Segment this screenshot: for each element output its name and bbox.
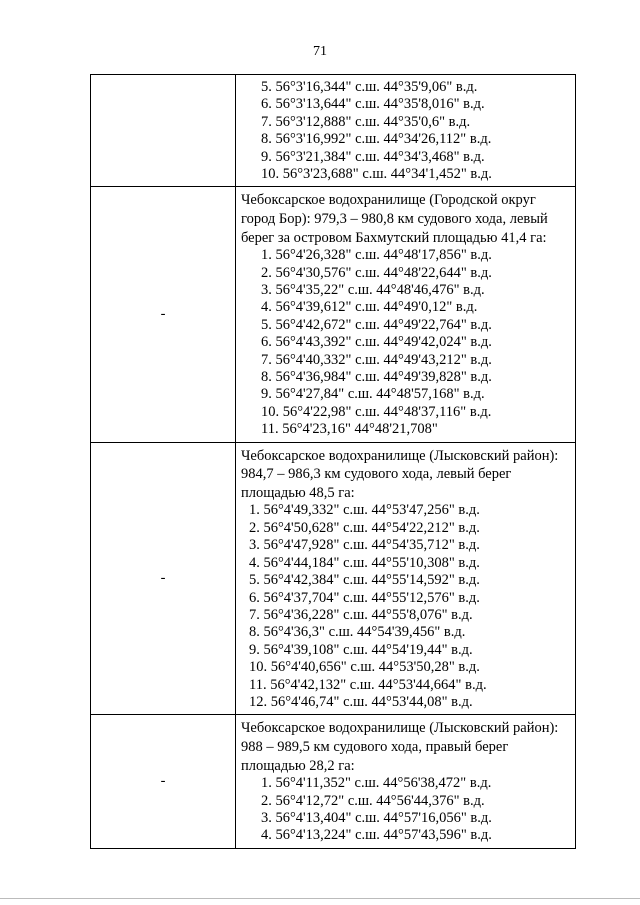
list-item xyxy=(241,369,571,386)
point-number: 11. xyxy=(249,676,267,693)
point-number: 3. xyxy=(249,537,260,554)
list-item xyxy=(241,810,571,827)
dash-cell: - xyxy=(91,715,236,848)
point-coordinates: 56°4'39,612" с.ш. 44°49'0,12" в.д. xyxy=(275,299,478,316)
point-coordinates: 56°4'26,328" с.ш. 44°48'17,856" в.д. xyxy=(275,247,492,264)
list-item xyxy=(241,265,571,282)
point-coordinates: 56°4'47,928" с.ш. 44°54'35,712" в.д. xyxy=(263,537,480,554)
point-coordinates: 56°4'36,3" с.ш. 44°54'39,456" в.д. xyxy=(263,624,466,641)
list-item xyxy=(241,386,571,403)
point-number: 7. xyxy=(261,113,272,130)
point-number: 5. xyxy=(249,572,260,589)
list-item xyxy=(241,131,571,148)
list-item xyxy=(241,421,571,438)
point-coordinates: 56°4'46,74" с.ш. 44°53'44,08" в.д. xyxy=(270,693,473,710)
point-number: 4. xyxy=(249,554,260,571)
table-row xyxy=(91,75,576,187)
page-number: 71 xyxy=(313,44,327,59)
point-coordinates: 56°4'40,332" с.ш. 44°49'43,212" в.д. xyxy=(275,351,492,368)
list-item xyxy=(241,827,571,844)
point-coordinates: 56°4'22,98" с.ш. 44°48'37,116" в.д. xyxy=(282,403,492,420)
point-coordinates: 56°3'13,644" с.ш. 44°35'8,016" в.д. xyxy=(275,96,485,113)
point-number: 8. xyxy=(261,131,272,148)
point-coordinates: 56°4'49,332" с.ш. 44°53'47,256" в.д. xyxy=(263,502,480,519)
point-number: 11. xyxy=(261,421,279,438)
point-coordinates: 56°3'12,888" с.ш. 44°35'0,6" в.д. xyxy=(275,113,471,130)
list-item xyxy=(241,334,571,351)
point-number: 10. xyxy=(249,659,268,676)
point-number: 3. xyxy=(261,282,272,299)
point-coordinates: 56°4'42,132" с.ш. 44°53'44,664" в.д. xyxy=(270,676,487,693)
point-number: 6. xyxy=(249,589,260,606)
point-coordinates: 56°3'23,688" с.ш. 44°34'1,452" в.д. xyxy=(282,166,492,183)
point-number: 9. xyxy=(261,148,272,165)
point-number: 2. xyxy=(261,792,272,809)
list-item xyxy=(241,793,571,810)
point-number: 1. xyxy=(249,502,260,519)
point-coordinates: 56°4'13,404" с.ш. 44°57'16,056" в.д. xyxy=(275,809,492,826)
dash-cell xyxy=(91,75,236,187)
point-coordinates: 56°4'11,352" с.ш. 44°56'38,472" в.д. xyxy=(275,775,492,792)
list-item xyxy=(241,96,571,113)
description-cell xyxy=(236,187,576,442)
list-item xyxy=(241,537,571,554)
table-row xyxy=(91,187,576,442)
point-number: 10. xyxy=(261,166,280,183)
list-item xyxy=(241,694,571,711)
coordinate-list xyxy=(241,775,571,845)
point-coordinates: 56°4'44,184" с.ш. 44°55'10,308" в.д. xyxy=(263,554,480,571)
list-item xyxy=(241,149,571,166)
area-description: Чебоксарское водохранилище (Городской округ город Бор): 979,3 – 980,8 км судового хода, левый берег за островом Бахмутский площадью 41,4 га: xyxy=(241,192,548,246)
area-description: Чебоксарское водохранилище (Лысковский район): 988 – 989,5 км судового хода, правый берег площадью 28,2 га: xyxy=(241,720,559,774)
coordinate-list xyxy=(241,502,571,711)
point-number: 6. xyxy=(261,334,272,351)
point-number: 4. xyxy=(261,299,272,316)
dash-cell: - xyxy=(91,442,236,715)
point-number: 2. xyxy=(261,264,272,281)
table-body xyxy=(91,75,576,849)
point-number: 7. xyxy=(261,351,272,368)
list-item xyxy=(241,352,571,369)
table-row xyxy=(91,442,576,715)
point-coordinates: 56°4'43,392" с.ш. 44°49'42,024" в.д. xyxy=(275,334,492,351)
point-number: 6. xyxy=(261,96,272,113)
point-number: 1. xyxy=(261,247,272,264)
list-item xyxy=(241,624,571,641)
list-item xyxy=(241,79,571,96)
list-item xyxy=(241,590,571,607)
list-item xyxy=(241,166,571,183)
point-number: 7. xyxy=(249,606,260,623)
point-number: 10. xyxy=(261,403,280,420)
point-number: 8. xyxy=(261,369,272,386)
point-coordinates: 56°3'16,344" с.ш. 44°35'9,06" в.д. xyxy=(275,79,478,95)
list-item xyxy=(241,642,571,659)
area-description: Чебоксарское водохранилище (Лысковский район): 984,7 – 986,3 км судового хода, левый берег площадью 48,5 га: xyxy=(241,447,559,501)
description-cell xyxy=(236,442,576,715)
coordinate-list xyxy=(241,247,571,438)
point-coordinates: 56°4'50,628" с.ш. 44°54'22,212" в.д. xyxy=(263,519,480,536)
point-coordinates: 56°3'21,384" с.ш. 44°34'3,468" в.д. xyxy=(275,148,485,165)
list-item xyxy=(241,677,571,694)
point-coordinates: 56°4'23,16" 44°48'21,708" xyxy=(282,421,438,438)
list-item xyxy=(241,299,571,316)
point-number: 2. xyxy=(249,519,260,536)
description-cell xyxy=(236,75,576,187)
list-item xyxy=(241,114,571,131)
point-number: 1. xyxy=(261,775,272,792)
point-number: 3. xyxy=(261,809,272,826)
list-item xyxy=(241,282,571,299)
point-coordinates: 56°4'36,228" с.ш. 44°55'8,076" в.д. xyxy=(263,606,473,623)
point-coordinates: 56°4'35,22" с.ш. 44°48'46,476" в.д. xyxy=(275,282,485,299)
scan-edge-line xyxy=(0,898,640,899)
dash-cell: - xyxy=(91,187,236,442)
point-coordinates: 56°4'13,224" с.ш. 44°57'43,596" в.д. xyxy=(275,827,492,844)
table-row xyxy=(91,715,576,848)
point-number: 8. xyxy=(249,624,260,641)
list-item xyxy=(241,502,571,519)
list-item xyxy=(241,317,571,334)
list-item xyxy=(241,572,571,589)
list-item xyxy=(241,607,571,624)
point-coordinates: 56°4'30,576" с.ш. 44°48'22,644" в.д. xyxy=(275,264,492,281)
point-coordinates: 56°3'16,992" с.ш. 44°34'26,112" в.д. xyxy=(275,131,492,148)
list-item xyxy=(241,404,571,421)
point-number: 9. xyxy=(261,386,272,403)
point-number: 4. xyxy=(261,827,272,844)
point-coordinates: 56°4'37,704" с.ш. 44°55'12,576" в.д. xyxy=(263,589,480,606)
point-number: 5. xyxy=(261,79,272,95)
point-number: 9. xyxy=(249,641,260,658)
point-number: 12. xyxy=(249,693,268,710)
list-item xyxy=(241,659,571,676)
list-item xyxy=(241,247,571,264)
point-coordinates: 56°4'12,72" с.ш. 44°56'44,376" в.д. xyxy=(275,792,485,809)
coordinate-list xyxy=(241,79,571,183)
point-coordinates: 56°4'27,84" с.ш. 44°48'57,168" в.д. xyxy=(275,386,485,403)
point-number: 5. xyxy=(261,316,272,333)
point-coordinates: 56°4'42,672" с.ш. 44°49'22,764" в.д. xyxy=(275,316,492,333)
description-cell xyxy=(236,715,576,848)
list-item xyxy=(241,555,571,572)
list-item xyxy=(241,520,571,537)
point-coordinates: 56°4'42,384" с.ш. 44°55'14,592" в.д. xyxy=(263,572,480,589)
point-coordinates: 56°4'39,108" с.ш. 44°54'19,44" в.д. xyxy=(263,641,473,658)
point-coordinates: 56°4'40,656" с.ш. 44°53'50,28" в.д. xyxy=(270,659,480,676)
coordinates-table xyxy=(90,74,576,849)
point-coordinates: 56°4'36,984" с.ш. 44°49'39,828" в.д. xyxy=(275,369,492,386)
list-item xyxy=(241,775,571,792)
